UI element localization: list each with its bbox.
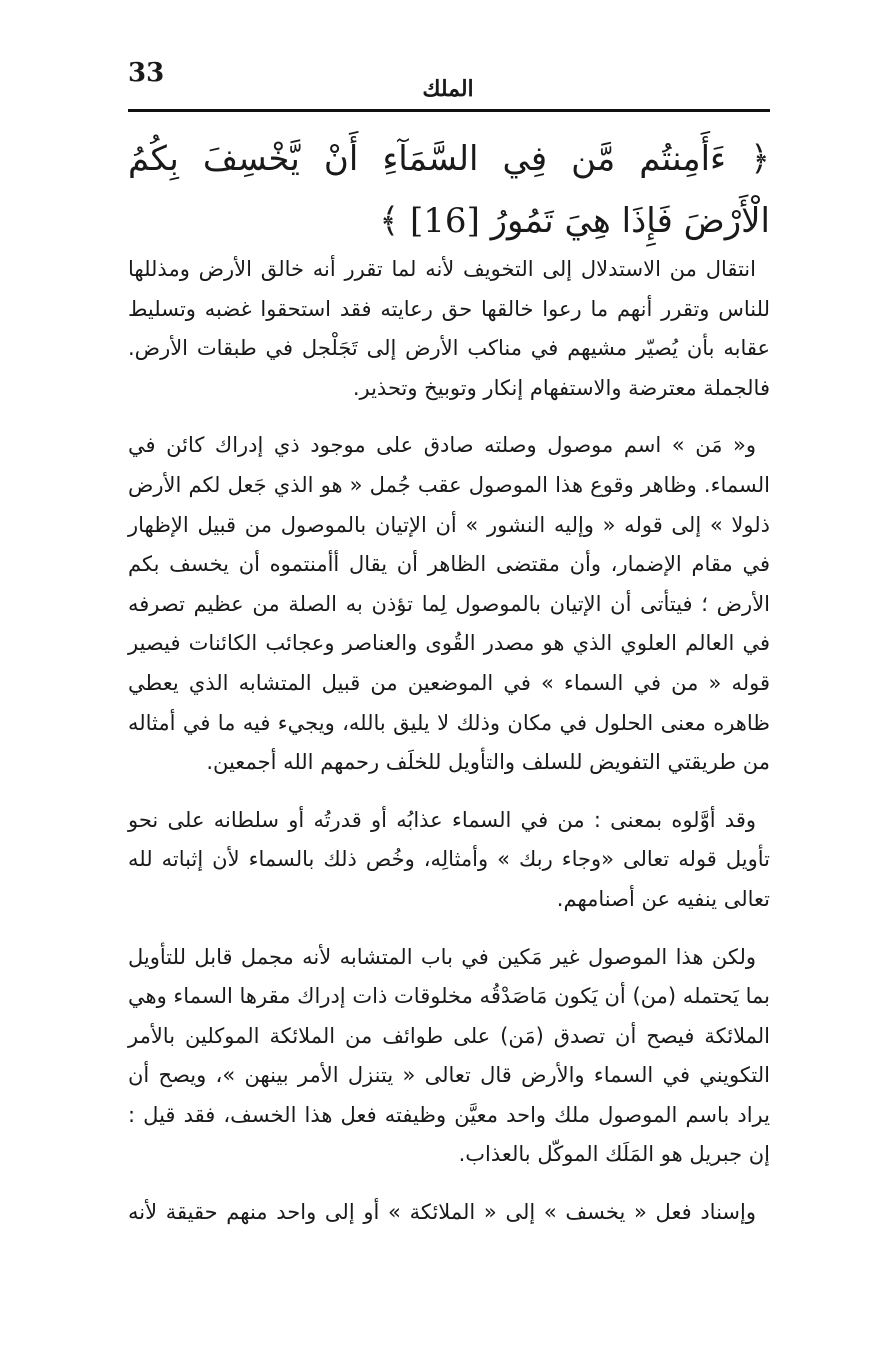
paragraph: وقد أوَّلوه بمعنى : من في السماء عذابُه أو قدرتُه أو سلطانه على نحو تأويل قوله تعالى «وجاء ربك » وأمثالِه، وخُص ذلك بالسماء لأن إثباته لله تعالى ينفيه عن أصنامهم.: [128, 807, 770, 911]
page-number: 33: [128, 58, 165, 88]
paragraph: وإسناد فعل « يخسف » إلى « الملائكة » أو إلى واحد منهم حقيقة لأنه: [128, 1200, 756, 1225]
verse-text: ءَأَمِنتُم مَّن فِي السَّمَآءِ أَنْ يَّخْسِفَ بِكُمُ الْأَرْضَ فَإِذَا هِيَ تَمُورُ: [128, 139, 770, 241]
paragraph: و« مَن » اسم موصول وصلته صادق على موجود ذي إدراك كائن في السماء. وظاهر وقوع هذا الموصول عقب جُمل « هو الذي جَعل لكم الأرض ذلولا » إلى قوله « وإليه النشور » أن الإتيان بالموصول من قبيل الإظهار في مقام الإضمار، وأن مقتضى الظاهر أن يقال أأمنتموه أن يخسف بكم الأرض ؛ فيتأتى أن الإتيان بالموصول لِما تؤذن به الصلة من عظيم تصرفه في العالم العلوي الذي هو مصدر القُوى والعناصر وعجائب الكائنات فيصير قوله « من في السماء » في الموضعين من قبيل المتشابه الذي يعطي ظاهره معنى الحلول في مكان وذلك لا يليق بالله، ويجيء فيه ما في أمثاله من طريقتي التفويض للسلف والتأويل للخلَف رحمهم الله أجمعين.: [128, 433, 770, 775]
commentary-body: [128, 250, 770, 1251]
quran-verse: [128, 128, 770, 252]
verse-close-bracket: ﴾: [379, 201, 400, 241]
paragraph: انتقال من الاستدلال إلى التخويف لأنه لما تقرر أنه خالق الأرض ومذللها للناس وتقرر أنهم ما رعوا خالقها حق رعايته فقد استحقوا غضبه وتسليط عقابه بأن يُصيّر مشيهم في مناكب الأرض إلى تَجَلْجل في طبقات الأرض. فالجملة معترضة والاستفهام إنكار وتوبيخ وتحذير.: [128, 257, 770, 400]
running-header-title: الملك: [422, 76, 474, 102]
verse-number: [16]: [410, 201, 480, 241]
header-divider: [128, 109, 770, 112]
paragraph: ولكن هذا الموصول غير مَكين في باب المتشابه لأنه مجمل قابل للتأويل بما يَحتمله (من) أن يَكون مَاصَدْقُه مخلوقات ذات إدراك مقرها السماء وهي الملائكة فيصح أن تصدق (مَن) على طوائف من الملائكة الموكلين بالأمر التكويني في السماء والأرض قال تعالى « يتنزل الأمر بينهن »، ويصح أن يراد باسم الموصول ملك واحد معيَّن وظيفته فعل هذا الخسف، فقد قيل : إن جبريل هو المَلَك الموكّل بالعذاب.: [128, 944, 770, 1167]
verse-open-bracket: ﴿: [750, 139, 771, 179]
